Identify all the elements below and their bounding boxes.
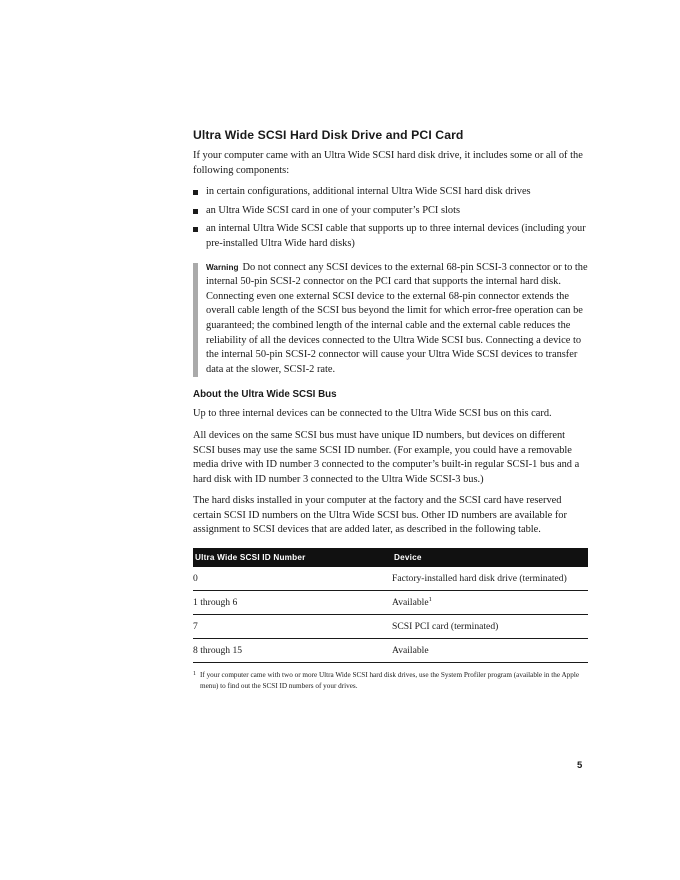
component-list <box>193 185 588 251</box>
bullet-icon <box>193 227 198 232</box>
warning-box <box>193 261 588 378</box>
id-cell: 1 through 6 <box>193 591 392 615</box>
list-item-text: in certain configurations, additional internal Ultra Wide SCSI hard disk drives <box>206 186 531 198</box>
footnote-ref: 1 <box>428 595 432 603</box>
device-cell <box>392 639 588 663</box>
list-item <box>193 185 588 200</box>
bullet-icon <box>193 209 198 214</box>
table-footnote <box>193 670 588 691</box>
page-content <box>193 128 588 691</box>
bullet-icon <box>193 190 198 195</box>
table-header-row <box>193 548 588 567</box>
device-cell <box>392 591 588 615</box>
table-row <box>193 567 588 591</box>
list-item-text: an internal Ultra Wide SCSI cable that supports up to three internal devices (including your pre-installed Ultra Wide hard disks) <box>206 223 586 249</box>
warning-text: Do not connect any SCSI devices to the external 68-pin SCSI-3 connector or to the internal 50-pin SCSI-2 connector on the PCI card that supports the internal hard disk. Connecting even one external SCSI device to the external 68-pin connector extends the overall cable length of the SCSI bus beyond the limit for which error-free operation can be guaranteed; the combined length of the internal cable and the external cable reduces the reliability of all the devices connected to the Ultra Wide SCSI bus. Connecting a device to the internal 50-pin SCSI-2 connector will cause your Ultra Wide SCSI devices to transfer data at the slower, SCSI-2 rate. <box>206 261 588 375</box>
footnote-text: If your computer came with two or more Ultra Wide SCSI hard disk drives, use the System Profiler program (available in the Apple menu) to find out the SCSI ID numbers of your drives. <box>200 671 580 690</box>
intro-paragraph: If your computer came with an Ultra Wide SCSI hard disk drive, it includes some or all of the following components: <box>193 150 583 176</box>
column-header-id: Ultra Wide SCSI ID Number <box>193 548 392 567</box>
table-row <box>193 639 588 663</box>
id-cell: 0 <box>193 567 392 591</box>
list-item-text: an Ultra Wide SCSI card in one of your computer’s PCI slots <box>206 204 461 216</box>
warning-bar <box>193 263 198 378</box>
page-number: 5 <box>577 760 583 771</box>
device-text: SCSI PCI card (terminated) <box>392 620 499 632</box>
device-cell <box>392 615 588 639</box>
section-title: Ultra Wide SCSI Hard Disk Drive and PCI Card <box>193 128 464 142</box>
device-text: Available <box>392 644 429 656</box>
device-text: Factory-installed hard disk drive (terminated) <box>392 572 567 584</box>
subsection-title: About the Ultra Wide SCSI Bus <box>193 389 337 401</box>
column-header-device: Device <box>392 548 588 567</box>
footnote-number: 1 <box>193 671 196 678</box>
device-text: Available <box>392 596 429 608</box>
scsi-id-table <box>193 548 588 663</box>
warning-label: Warning <box>206 262 239 272</box>
list-item <box>193 222 588 251</box>
id-cell: 7 <box>193 615 392 639</box>
device-cell <box>392 567 588 591</box>
bus-paragraph-1: Up to three internal devices can be connected to the Ultra Wide SCSI bus on this card. <box>193 408 552 420</box>
bus-paragraph-3: The hard disks installed in your computer at the factory and the SCSI card have reserved certain SCSI ID numbers on the Ultra Wide SCSI bus. Other ID numbers are available for assignment to SCSI devices that are added later, as described in the following table. <box>193 495 567 536</box>
id-cell: 8 through 15 <box>193 639 392 663</box>
list-item <box>193 204 588 219</box>
bus-paragraph-2: All devices on the same SCSI bus must have unique ID numbers, but devices on different SCSI buses may use the same SCSI ID number. (For example, you could have a removable media drive with ID number 3 connected to the computer’s built-in regular SCSI-1 bus and a hard disk with ID number 3 connected to the Ultra Wide SCSI-3 bus.) <box>193 429 580 485</box>
table-row <box>193 591 588 615</box>
table-row <box>193 615 588 639</box>
